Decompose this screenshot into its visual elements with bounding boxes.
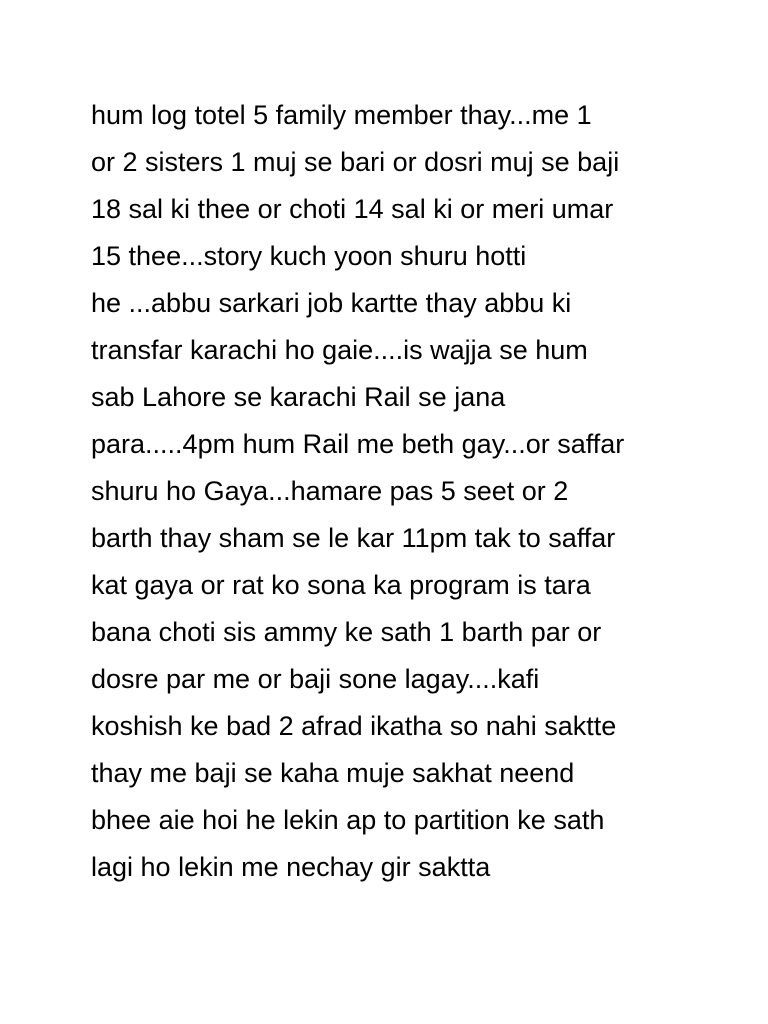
- text-line: shuru ho Gaya...hamare pas 5 seet or 2: [91, 476, 569, 506]
- text-line: 18 sal ki thee or choti 14 sal ki or meri umar: [91, 194, 614, 224]
- text-line: lagi ho lekin me nechay gir saktta: [91, 852, 491, 882]
- text-line: para.....4pm hum Rail me beth gay...or saffar: [91, 429, 625, 459]
- text-line: barth thay sham se le kar 11pm tak to saffar: [91, 523, 616, 553]
- text-line: 15 thee...story kuch yoon shuru hotti: [91, 241, 527, 271]
- text-line: koshish ke bad 2 afrad ikatha so nahi saktte: [91, 711, 617, 741]
- body-text: [91, 92, 691, 891]
- text-line: bana choti sis ammy ke sath 1 barth par or: [91, 617, 602, 647]
- text-line: transfar karachi ho gaie....is wajja se hum: [91, 335, 588, 365]
- text-line: or 2 sisters 1 muj se bari or dosri muj se baji: [91, 147, 620, 177]
- text-line: sab Lahore se karachi Rail se jana: [91, 382, 506, 412]
- text-line: bhee aie hoi he lekin ap to partition ke sath: [91, 805, 605, 835]
- text-line: hum log totel 5 family member thay...me 1: [91, 100, 592, 130]
- text-line: dosre par me or baji sone lagay....kafi: [91, 664, 540, 694]
- text-line: thay me baji se kaha muje sakhat neend: [91, 758, 575, 788]
- text-line: kat gaya or rat ko sona ka program is tara: [91, 570, 591, 600]
- text-line: he ...abbu sarkari job kartte thay abbu ki: [91, 288, 572, 318]
